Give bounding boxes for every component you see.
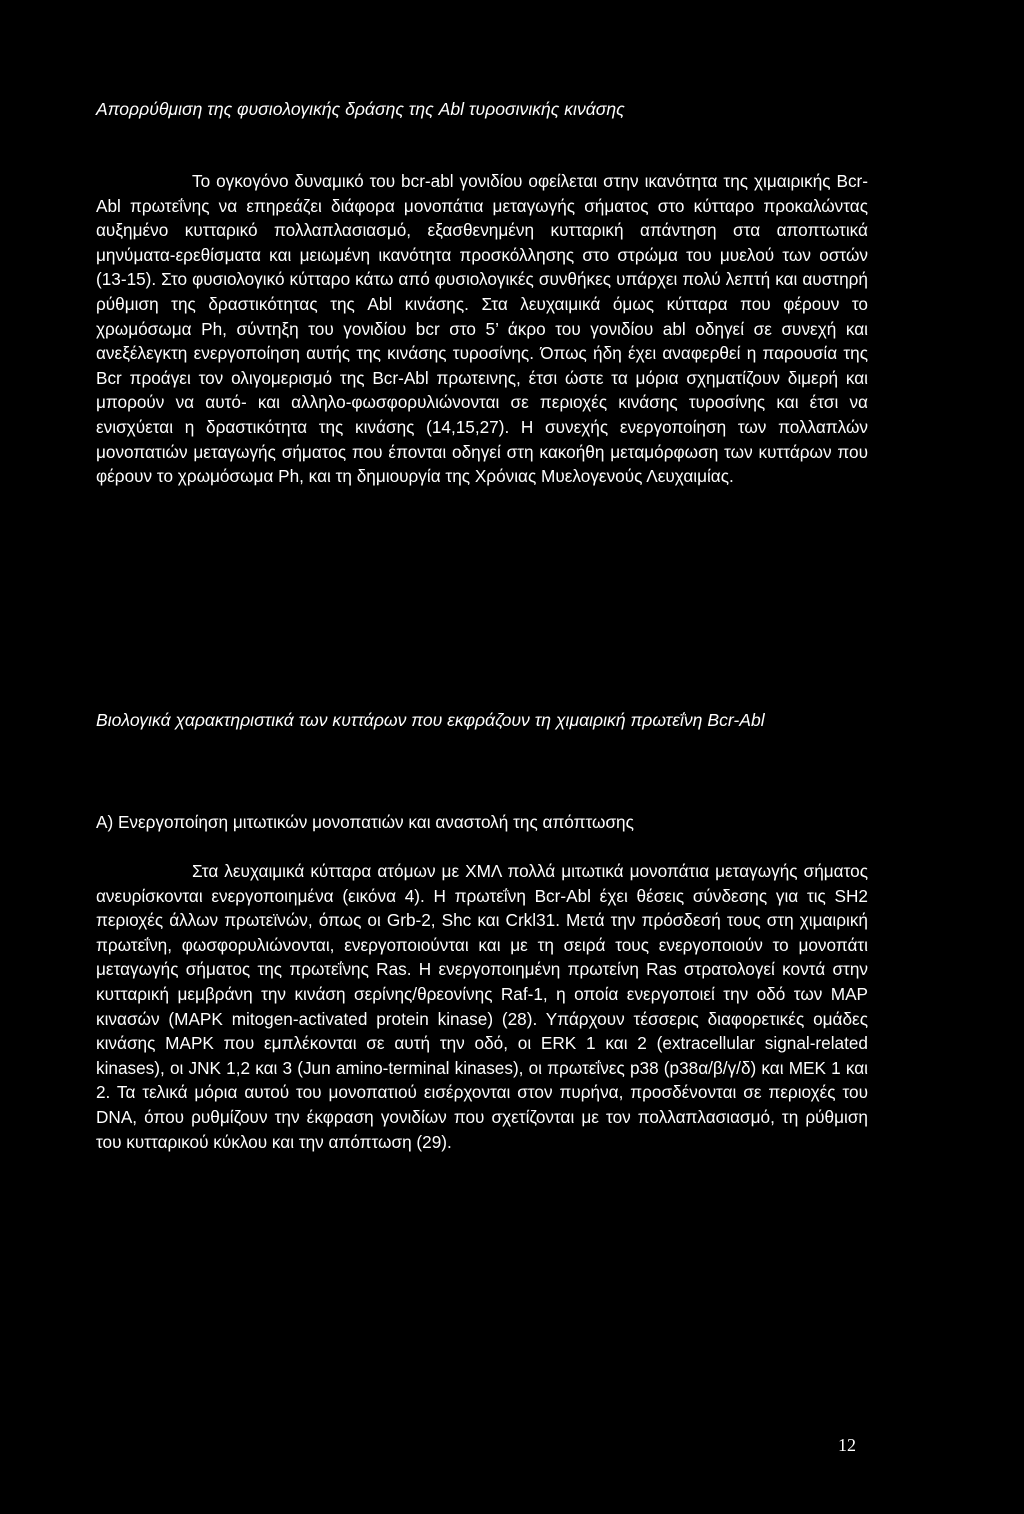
paragraph-abl-regulation: Το ογκογόνο δυναμικό του bcr-abl γονιδίου οφείλεται στην ικανότητα της χιμαιρικής Bcr-Abl πρωτεΐνης να επηρεάζει διάφορα μονοπάτια μεταγωγής σήματος στο κύτταρο προκαλώντας αυξημένο κυτταρικό πολλαπλασιασμό, εξασθενημένη κυτταρική απάντηση στα αποπτωτικά μηνύματα-ερεθίσματα και μειωμένη ικανότητα προσκόλλησης στο στρώμα του μυελού των οστών (13-15). Στο φυσιολογικό κύτταρο κάτω από φυσιολογικές συνθήκες υπάρχει πολύ λεπτή και αυστηρή ρύθμιση της δραστικότητας της Abl κινάσης. Στα λευχαιμικά όμως κύτταρα που φέρουν το χρωμόσωμα Ph, σύντηξη του γονιδίου bcr στο 5’ άκρο του γονιδίου abl οδηγεί σε συνεχή και ανεξέλεγκτη ενεργοποίηση αυτής της κινάσης τυροσίνης. Όπως ήδη έχει αναφερθεί η παρουσία της Bcr προάγει τον ολιγομερισμό της Bcr-Abl πρωτεινης, έτσι ώστε τα μόρια σχηματίζουν διμερή και μπορούν να αυτό- και αλληλο-φωσφορυλιώνονται σε περιοχές κινάσης τυροσίνης και έτσι να ενισχύεται η δραστικότητα της κινάσης (14,15,27). Η συνεχής ενεργοποίηση των πολλαπλών μονοπατιών μεταγωγής σήματος που έπονται οδηγεί στη κακοήθη μεταμόρφωση των κυττάρων που φέρουν το χρωμόσωμα Ph, και τη δημιουργία της Χρόνιας Μυελογενούς Λευχαιμίας. — [96, 171, 868, 487]
section-heading-biological-characteristics: Βιολογικά χαρακτηριστικά των κυττάρων που εκφράζουν τη χιμαιρική πρωτεΐνη Bcr-Abl — [96, 710, 765, 730]
paragraph-mitotic-pathways: Στα λευχαιμικά κύτταρα ατόμων με ΧΜΛ πολλά μιτωτικά μονοπάτια μεταγωγής σήματος ανευρίσκονται ενεργοποιημένα (εικόνα 4). Η πρωτεΐνη Bcr-Abl έχει θέσεις σύνδεσης για τις SH2 περιοχές άλλων πρωτεϊνών, όπως οι Grb-2, Shc και Crkl31. Μετά την πρόσδεσή τους στη χιμαιρική πρωτεΐνη, φωσφορυλιώνονται, ενεργοποιούνται και με τη σειρά τους ενεργοποιούν το μονοπάτι μεταγωγής σήματος της πρωτεΐνης Ras. Η ενεργοποιημένη πρωτείνη Ras στρατολογεί κοντά στην κυτταρική μεμβράνη την κινάση σερίνης/θρεονίνης Raf-1, η οποία ενεργοποιεί την οδό των MAP κινασών (MAPK mitogen-activated protein kinase) (28). Υπάρχουν τέσσερις διαφορετικές ομάδες κινάσης MAPK που εμπλέκονται σε αυτή την οδό, οι ERK 1 και 2 (extracellular signal-related kinases), οι JNK 1,2 και 3 (Jun amino-terminal kinases), οι πρωτεΐνες p38 (p38α/β/γ/δ) και MEK 1 και 2. Τα τελικά μόρια αυτού του μονοπατιού εισέρχονται στον πυρήνα, προσδένονται σε περιοχές του DNA, όπου ρυθμίζουν την έκφραση γονιδίων που σχετίζονται με τον πολλαπλασιασμό, τη ρύθμιση του κυτταρικού κύκλου και την απόπτωση (29). — [96, 861, 868, 1152]
section-heading-abl-regulation: Απορρύθμιση της φυσιολογικής δράσης της Abl τυροσινικής κινάσης — [96, 99, 625, 119]
subheading-mitotic-pathways: Α) Ενεργοποίηση μιτωτικών μονοπατιών και αναστολή της απόπτωσης — [96, 812, 634, 832]
page-number: 12 — [838, 1435, 856, 1455]
